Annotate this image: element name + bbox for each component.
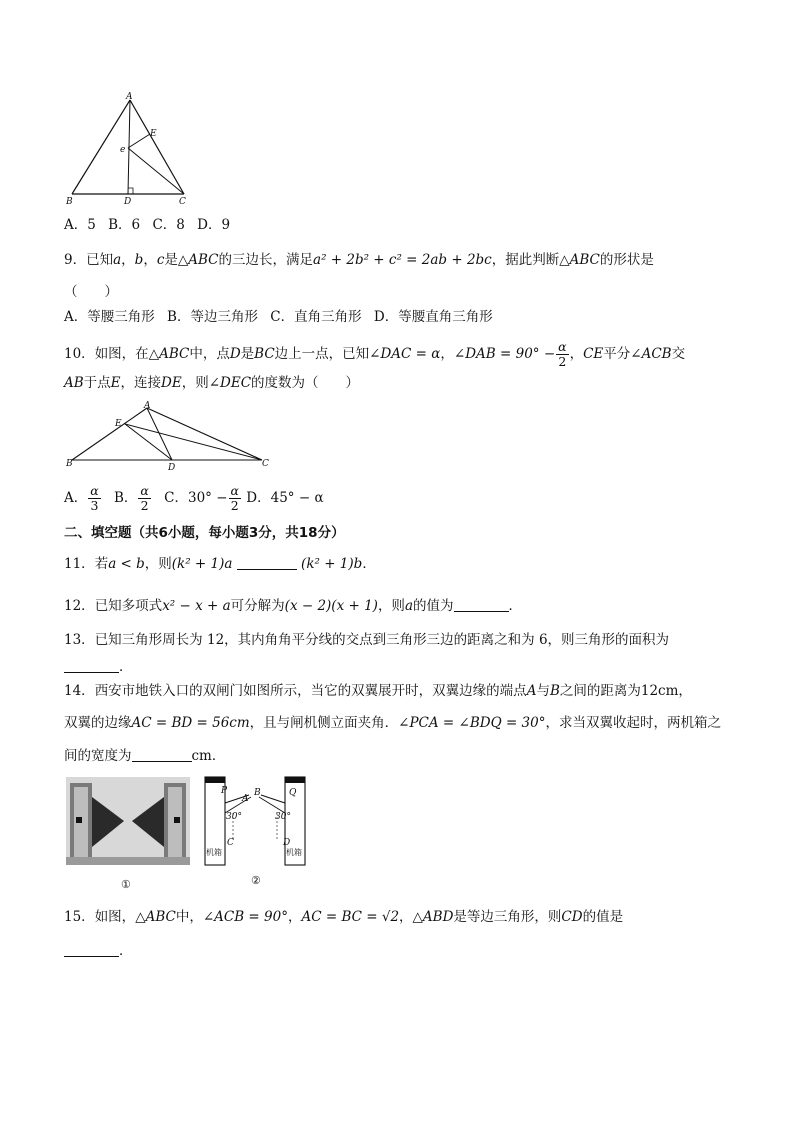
q11-right-expr: (k² + 1)b [301,556,363,572]
q15-number: 15． [64,909,95,925]
fig14-angle-left: 30° [226,812,242,822]
q14-line1 [64,681,692,701]
q12-factorization: (x − 2)(x + 1) [284,598,378,614]
q11-answer-blank[interactable] [237,555,297,570]
q13-answer-blank[interactable] [64,658,119,673]
q10-text: 平分 [603,346,631,362]
q14-text: ，求当双翼收起时，两机箱之 [545,715,721,731]
fig10-label-e: E [115,419,122,429]
frac-num: α [558,339,567,354]
q12-var-a: a [404,598,413,614]
q9-option-b: B．等边三角形 [167,309,258,325]
fig14-label-p: P [221,786,228,796]
q14-text: ，且与闸机侧立面夹角． [249,715,399,731]
q8-option-b: B．6 [108,217,141,233]
q8-option-d: D．9 [197,217,231,233]
q10-point-d: D [229,346,241,362]
fig10-label-a: A [144,401,151,411]
q11-text: ，则 [144,556,172,572]
fig8-label-a: A [126,92,133,102]
q14-answer-blank[interactable] [132,747,192,762]
q14-angle: ∠PCA = ∠BDQ = 30° [398,715,546,731]
q10-segment: CE [583,346,604,362]
q10-segment: DE [161,375,182,391]
q10-segment: AB [64,375,84,391]
q12-answer-blank[interactable] [454,597,509,612]
q9-text: 的三边长，满足 [218,252,314,268]
q14-gate-diagram [197,773,317,873]
q14-text: 双翼的边缘 [64,715,132,731]
q14-distance: 12cm [640,683,679,699]
q14-text: 间的宽度为 [64,748,132,764]
q10-angle: ∠DAC = α [369,346,441,362]
q9-equation: a² + 2b² + c² = 2ab + 2bc [313,252,492,268]
q10-text: ，连接 [120,375,162,391]
q12-polynomial: x² − x + a [162,598,231,614]
q15-answer-line [64,941,133,961]
q14-gate-photo [66,777,190,865]
q14-figure-2-label: ② [251,874,261,887]
q12 [64,596,522,616]
fig14-label-q: Q [289,788,297,798]
q15-text: 是等边三角形，则 [453,909,562,925]
q9-text: 已知 [86,252,114,268]
q15-text: 中， [175,909,203,925]
q15-triangle: △ABD [412,909,454,925]
q10-angle: ∠DAB = 90° − [453,346,556,362]
fig14-label-d: D [283,838,291,848]
q14-text: ， [678,683,692,699]
q10-number: 10． [64,346,95,362]
q10-text: 交 [671,346,686,362]
q10-segment: BC [254,346,275,362]
fig8-label-b: B [66,197,73,207]
fig14-angle-right: 30° [275,812,291,822]
q15-end: ． [119,943,133,959]
fig8-label-e: E [150,129,157,139]
q9-text: 是 [164,252,178,268]
q13-text: 已知三角形周长为 12，其内角角平分线的交点到三角形三边的距离之和为 6，则三角形的面积为 [94,632,670,648]
q9-text: ，据此判断 [491,252,560,268]
q8-options [64,215,238,235]
q10-triangle-figure [62,400,282,472]
q14-text: 之间的距离为 [559,683,641,699]
q10-text: ， [440,346,454,362]
q14-figure-1-label: ① [121,878,131,891]
q10-text: 如图，在 [94,346,149,362]
q13-answer-line [64,657,133,677]
q15-segment: CD [561,909,583,925]
q15-angle: ∠ACB = 90° [202,909,288,925]
frac-den: 2 [230,498,239,513]
q9-stem: 9．已知a，b，c是△ABC的三边长，满足a² + 2b² + c² = 2ab + 2bc，据此判断△ABC的形状是 [64,252,654,268]
q12-number: 12． [64,598,95,614]
q13-end: ． [119,659,133,675]
q14-point-a: A [526,683,537,699]
q14-unit: cm [191,748,212,764]
q9-var-b: b [134,252,144,268]
q11-end: ． [362,556,376,572]
q8-triangle-figure [62,92,197,210]
q14-number: 14． [64,683,95,699]
q10-triangle: △ABC [148,346,190,362]
q11-condition: a < b [108,556,145,572]
fig14-label-b: B [254,788,261,798]
q10-fraction [556,340,568,369]
q9-var-a: a [113,252,122,268]
q15-text: 如图， [94,909,136,925]
q9-triangle: ABC [188,252,219,268]
fig14-box-left: 机箱 [206,848,222,857]
q12-end: ． [508,598,522,614]
q9-option-d: D．等腰直角三角形 [373,309,493,325]
fig10-label-c: C [262,459,269,469]
q15-equation: AC = BC = √2 [301,909,400,925]
q12-text: 的值为 [413,598,454,614]
q10-text: ， [569,346,584,362]
q10-option-a-frac [88,484,100,513]
q14-text: 与 [536,683,550,699]
q14-point-b: B [549,683,560,699]
fig14-label-c: C [227,838,234,848]
q14-equation: AC = BD = 56cm [131,715,250,731]
fig8-label-e-small: e [120,145,126,155]
q10-text: 中，点 [189,346,230,362]
q10-text: 是 [240,346,255,362]
q9-triangle: ABC [569,252,600,268]
q10-stem-line1 [64,340,685,369]
q15-triangle: △ABC [135,909,176,925]
fig10-label-d: D [168,463,176,472]
fig14-label-a-small: A [242,794,249,804]
q11-left-expr: (k² + 1)a [171,556,233,572]
frac-num: α [90,483,99,498]
q11-number: 11． [64,556,95,572]
frac-num: α [140,483,149,498]
q10-text: 的度数为（ ） [251,375,360,391]
q15-text: ， [399,909,413,925]
q9-option-a: A．等腰三角形 [64,309,155,325]
q10-option-a: A． [64,490,88,506]
q15-answer-blank[interactable] [64,942,119,957]
q14-line3 [64,746,225,766]
fig8-label-d: D [124,197,132,207]
q9-options [64,307,501,327]
q10-option-b: B． [114,490,138,506]
q10-angle: ∠DEC [208,375,252,391]
frac-den: 2 [558,354,567,369]
q14-text: 西安市地铁入口的双闸门如图所示，当它的双翼展开时，双翼边缘的端点 [94,683,527,699]
q10-option-b-frac [138,484,150,513]
frac-den: 2 [140,498,149,513]
section-2-heading: 二、填空题（共6小题，每小题3分，共18分） [64,525,345,541]
q12-text: 已知多项式 [94,598,163,614]
q10-stem-line2 [64,373,359,393]
q11-text: 若 [94,556,109,572]
fig14-box-right: 机箱 [286,848,302,857]
fig8-label-c: C [179,197,186,207]
q15-text: ， [287,909,302,925]
q10-option-c: C．30° − [164,490,228,506]
q9-var-c: c [156,252,165,268]
q10-text: 于点 [83,375,111,391]
fig10-label-b: B [66,459,73,469]
q15 [64,907,623,927]
q10-point-e: E [110,375,121,391]
q10-text: 边上一点，已知 [274,346,370,362]
q14-end: ． [211,748,226,764]
q13-number: 13． [64,632,95,648]
q9-text: 的形状是 [599,252,654,268]
q9-number: 9． [64,252,87,268]
q15-text: 的值是 [582,909,624,925]
q10-option-d: D．45° − α [246,490,324,506]
frac-num: α [230,483,239,498]
q8-option-a: A．5 [64,217,96,233]
q12-text: ，则 [377,598,405,614]
q12-text: 可分解为 [230,598,285,614]
q9-paren: （ ） [64,284,118,300]
q10-option-c-frac [229,484,241,513]
q9-option-c: C．直角三角形 [270,309,362,325]
q8-option-c: C．8 [152,217,185,233]
q10-text: ，则 [181,375,209,391]
q11 [64,554,376,574]
q13 [64,630,669,650]
q10-options [64,484,324,513]
q10-angle: ∠ACB [630,346,672,362]
q14-line2 [64,713,721,733]
frac-den: 3 [90,498,99,513]
